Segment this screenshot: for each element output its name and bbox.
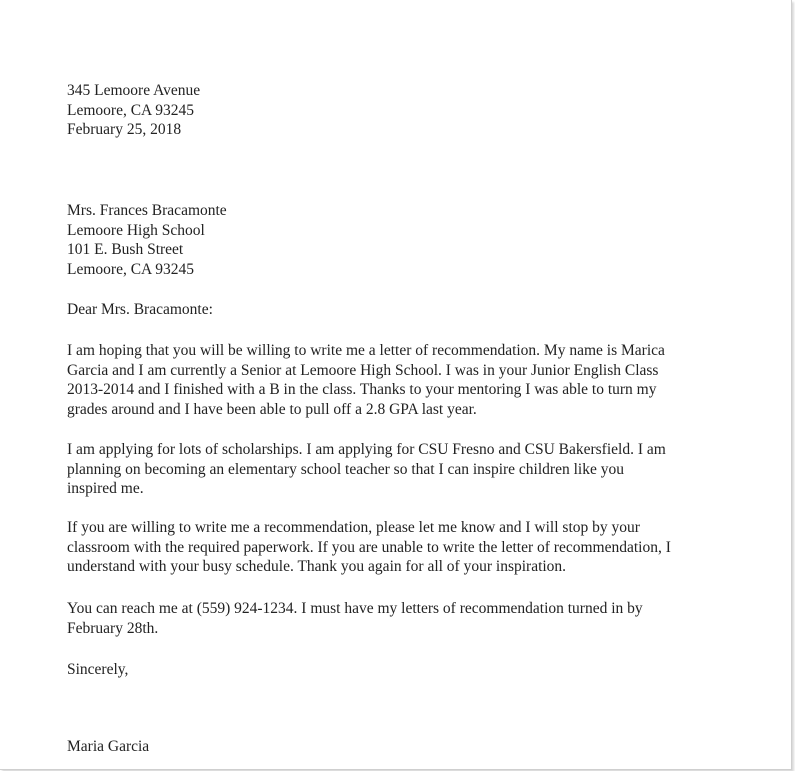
closing-text: Sincerely,: [67, 661, 129, 678]
paragraph-line: February 28th.: [67, 619, 159, 637]
paragraph-line: grades around and I have been able to pull off a 2.8 GPA last year.: [67, 400, 477, 418]
recipient-street: 101 E. Bush Street: [67, 241, 184, 258]
paragraph-line: understand with your busy schedule. Thank you again for all of your inspiration.: [67, 558, 567, 575]
body-paragraph-1: [67, 341, 747, 419]
closing: [67, 660, 747, 680]
paragraph-line: You can reach me at (559) 924-1234. I must have my letters of recommendation turned in by: [67, 600, 643, 617]
recipient-address: [67, 201, 747, 279]
signature: [67, 737, 747, 757]
salutation-text: Dear Mrs. Bracamonte:: [67, 301, 213, 318]
salutation: [67, 300, 747, 320]
paragraph-line: 2013-2014 and I finished with a B in the class. Thanks to your mentoring I was able to turn my: [67, 381, 657, 398]
paragraph-line: classroom with the required paperwork. If you are unable to write the letter of recommendation, I: [67, 538, 671, 556]
body-paragraph-4: [67, 599, 747, 638]
paragraph-line: If you are willing to write me a recommendation, please let me know and I will stop by your: [67, 519, 640, 536]
sender-street: 345 Lemoore Avenue: [67, 82, 201, 99]
body-paragraph-3: [67, 518, 747, 577]
recipient-organization: Lemoore High School: [67, 221, 205, 239]
paragraph-line: inspired me.: [67, 480, 144, 497]
body-paragraph-2: [67, 440, 747, 499]
recipient-name: Mrs. Frances Bracamonte: [67, 202, 227, 219]
letter-date: February 25, 2018: [67, 121, 182, 138]
paragraph-line: Garcia and I am currently a Senior at Lemoore High School. I was in your Junior English Class: [67, 361, 659, 379]
paragraph-line: planning on becoming an elementary school teacher so that I can inspire children like you: [67, 460, 624, 478]
sender-city-state-zip: Lemoore, CA 93245: [67, 101, 194, 119]
recipient-city-state-zip: Lemoore, CA 93245: [67, 260, 194, 278]
paragraph-line: I am hoping that you will be willing to write me a letter of recommendation. My name is Marica: [67, 342, 665, 359]
paragraph-line: I am applying for lots of scholarships. I am applying for CSU Fresno and CSU Bakersfield. I am: [67, 441, 666, 458]
signature-name: Maria Garcia: [67, 738, 150, 755]
sender-address: [67, 81, 747, 140]
